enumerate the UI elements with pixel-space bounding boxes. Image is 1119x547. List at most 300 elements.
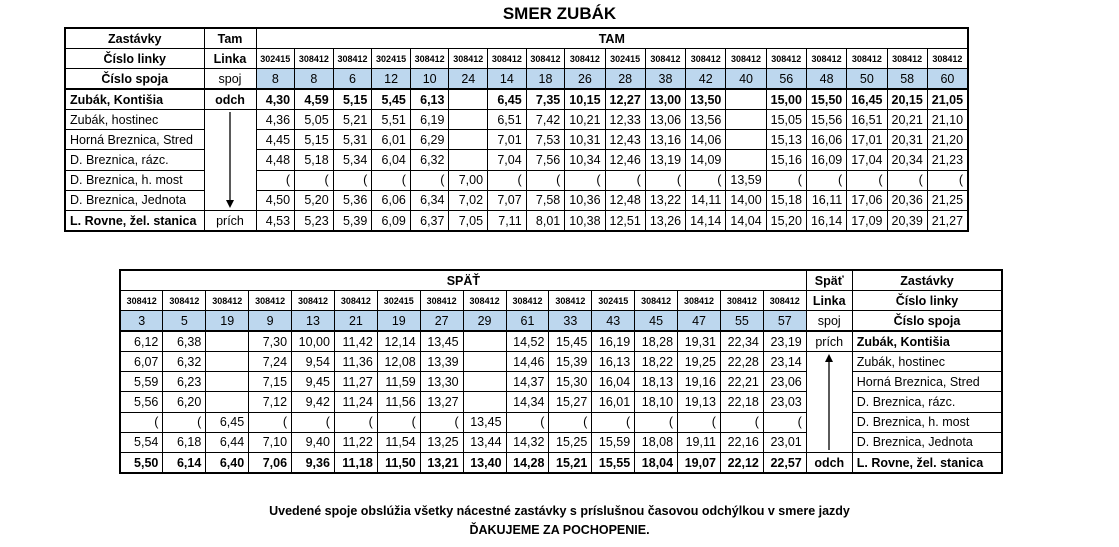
col-label-stops: Zastávky bbox=[852, 270, 1002, 291]
time-cell: 21,10 bbox=[927, 110, 968, 130]
arrow-up-icon bbox=[819, 352, 839, 452]
time-cell bbox=[463, 352, 506, 372]
trip-number-cell: 29 bbox=[463, 311, 506, 332]
time-cell: ( bbox=[333, 170, 372, 190]
time-cell: 10,21 bbox=[565, 110, 605, 130]
time-cell: 7,56 bbox=[526, 150, 565, 170]
time-cell: 4,48 bbox=[256, 150, 295, 170]
time-cell: 5,50 bbox=[120, 453, 163, 474]
line-number-cell: 308412 bbox=[206, 291, 249, 311]
trip-number-cell: 40 bbox=[726, 69, 766, 90]
table-row bbox=[65, 211, 968, 232]
line-number-cell: 308412 bbox=[726, 49, 766, 69]
time-cell bbox=[206, 331, 249, 352]
time-cell: 9,54 bbox=[292, 352, 335, 372]
line-number-cell: 308412 bbox=[334, 291, 377, 311]
time-cell: 15,55 bbox=[592, 453, 635, 474]
time-cell: 15,39 bbox=[549, 352, 592, 372]
time-cell: 4,36 bbox=[256, 110, 295, 130]
time-cell: 14,14 bbox=[686, 211, 726, 232]
time-cell: 6,20 bbox=[163, 392, 206, 412]
time-cell: 19,16 bbox=[678, 372, 721, 392]
time-cell: 13,40 bbox=[463, 453, 506, 474]
time-cell: 15,56 bbox=[806, 110, 846, 130]
direction-mark: odch bbox=[204, 89, 256, 110]
time-cell: 11,56 bbox=[377, 392, 420, 412]
time-cell: 6,37 bbox=[410, 211, 449, 232]
time-cell: 6,14 bbox=[163, 453, 206, 474]
time-cell: 15,05 bbox=[766, 110, 806, 130]
time-cell bbox=[726, 110, 766, 130]
col-label-direction: Späť bbox=[806, 270, 852, 291]
time-cell: 6,07 bbox=[120, 352, 163, 372]
time-cell: 20,36 bbox=[887, 190, 927, 210]
time-cell: ( bbox=[410, 170, 449, 190]
time-cell bbox=[726, 89, 766, 110]
stop-name: D. Breznica, Jednota bbox=[852, 432, 1002, 452]
time-cell bbox=[463, 392, 506, 412]
time-cell: 18,08 bbox=[635, 432, 678, 452]
time-cell bbox=[726, 150, 766, 170]
time-cell: 7,15 bbox=[249, 372, 292, 392]
line-number-cell: 308412 bbox=[333, 49, 372, 69]
time-cell: ( bbox=[256, 170, 295, 190]
direction-header: SPÄŤ bbox=[120, 270, 806, 291]
time-cell: ( bbox=[645, 170, 685, 190]
time-cell: 13,44 bbox=[463, 432, 506, 452]
line-number-cell: 308412 bbox=[506, 291, 549, 311]
time-cell: 19,11 bbox=[678, 432, 721, 452]
time-cell: 15,18 bbox=[766, 190, 806, 210]
time-cell: 17,06 bbox=[847, 190, 887, 210]
trip-number-cell: 6 bbox=[333, 69, 372, 90]
time-cell: 7,12 bbox=[249, 392, 292, 412]
time-cell: 6,18 bbox=[163, 432, 206, 452]
stop-name: D. Breznica, rázc. bbox=[852, 392, 1002, 412]
spat-trip-row bbox=[120, 311, 1002, 332]
time-cell: 12,27 bbox=[605, 89, 645, 110]
time-cell: 18,04 bbox=[635, 453, 678, 474]
time-cell: 22,28 bbox=[720, 352, 763, 372]
time-cell: 7,05 bbox=[449, 211, 488, 232]
line-number-cell: 308412 bbox=[295, 49, 334, 69]
table-row bbox=[65, 110, 968, 130]
time-cell: 12,33 bbox=[605, 110, 645, 130]
time-cell: 18,13 bbox=[635, 372, 678, 392]
spat-line-row bbox=[120, 291, 1002, 311]
page-title: SMER ZUBÁK bbox=[502, 4, 617, 23]
trip-number-cell: 43 bbox=[592, 311, 635, 332]
time-cell: 13,45 bbox=[420, 331, 463, 352]
line-number-cell: 308412 bbox=[120, 291, 163, 311]
line-number-cell: 308412 bbox=[763, 291, 806, 311]
trip-number-cell: 3 bbox=[120, 311, 163, 332]
time-cell: 16,19 bbox=[592, 331, 635, 352]
time-cell: 14,00 bbox=[726, 190, 766, 210]
time-cell: 6,04 bbox=[372, 150, 411, 170]
time-cell: 23,01 bbox=[763, 432, 806, 452]
time-cell: 23,14 bbox=[763, 352, 806, 372]
time-cell: 13,30 bbox=[420, 372, 463, 392]
time-cell: 6,29 bbox=[410, 130, 449, 150]
time-cell: 7,06 bbox=[249, 453, 292, 474]
time-cell: 11,22 bbox=[334, 432, 377, 452]
direction-header: TAM bbox=[256, 28, 968, 49]
trip-number-cell: 48 bbox=[806, 69, 846, 90]
trip-number-cell: 5 bbox=[163, 311, 206, 332]
label-line-number: Číslo linky bbox=[65, 49, 204, 69]
stop-name: D. Breznica, rázc. bbox=[65, 150, 204, 170]
line-number-cell: 308412 bbox=[806, 49, 846, 69]
time-cell: 12,08 bbox=[377, 352, 420, 372]
table-row bbox=[120, 412, 1002, 432]
time-cell: 13,19 bbox=[645, 150, 685, 170]
label-spoj: spoj bbox=[806, 311, 852, 332]
table-row bbox=[120, 453, 1002, 474]
time-cell: 22,12 bbox=[720, 453, 763, 474]
direction-mark: prích bbox=[806, 331, 852, 352]
time-cell: 16,06 bbox=[806, 130, 846, 150]
direction-mark: prích bbox=[204, 211, 256, 232]
time-cell: 18,22 bbox=[635, 352, 678, 372]
trip-number-cell: 56 bbox=[766, 69, 806, 90]
trip-number-cell: 13 bbox=[292, 311, 335, 332]
time-cell: ( bbox=[295, 170, 334, 190]
trip-number-cell: 47 bbox=[678, 311, 721, 332]
time-cell: 13,50 bbox=[686, 89, 726, 110]
time-cell: 7,30 bbox=[249, 331, 292, 352]
time-cell: 9,45 bbox=[292, 372, 335, 392]
time-cell: 7,24 bbox=[249, 352, 292, 372]
time-cell: 15,00 bbox=[766, 89, 806, 110]
time-cell: 16,13 bbox=[592, 352, 635, 372]
time-cell: 6,38 bbox=[163, 331, 206, 352]
time-cell: 10,00 bbox=[292, 331, 335, 352]
time-cell: 4,30 bbox=[256, 89, 295, 110]
time-cell: 5,23 bbox=[295, 211, 334, 232]
time-cell: 19,13 bbox=[678, 392, 721, 412]
line-number-cell: 308412 bbox=[410, 49, 449, 69]
trip-number-cell: 45 bbox=[635, 311, 678, 332]
trip-number-cell: 10 bbox=[410, 69, 449, 90]
time-cell: 22,34 bbox=[720, 331, 763, 352]
time-cell: ( bbox=[592, 412, 635, 432]
time-cell: 20,15 bbox=[887, 89, 927, 110]
time-cell: 22,21 bbox=[720, 372, 763, 392]
time-cell: 13,56 bbox=[686, 110, 726, 130]
time-cell: 7,42 bbox=[526, 110, 565, 130]
line-number-cell: 302415 bbox=[372, 49, 411, 69]
time-cell: 5,59 bbox=[120, 372, 163, 392]
time-cell: 7,11 bbox=[488, 211, 527, 232]
time-cell: ( bbox=[420, 412, 463, 432]
time-cell: 13,45 bbox=[463, 412, 506, 432]
time-cell: 17,04 bbox=[847, 150, 887, 170]
time-cell: 6,32 bbox=[163, 352, 206, 372]
time-cell: 22,57 bbox=[763, 453, 806, 474]
time-cell: 7,02 bbox=[449, 190, 488, 210]
time-cell: ( bbox=[120, 412, 163, 432]
time-cell: 23,03 bbox=[763, 392, 806, 412]
time-cell: ( bbox=[488, 170, 527, 190]
time-cell: 19,07 bbox=[678, 453, 721, 474]
time-cell: ( bbox=[292, 412, 335, 432]
time-cell: ( bbox=[372, 170, 411, 190]
time-cell: 11,36 bbox=[334, 352, 377, 372]
time-cell: 13,26 bbox=[645, 211, 685, 232]
time-cell: 14,52 bbox=[506, 331, 549, 352]
time-cell: 7,10 bbox=[249, 432, 292, 452]
time-cell: 5,36 bbox=[333, 190, 372, 210]
time-cell bbox=[726, 130, 766, 150]
time-cell: 12,43 bbox=[605, 130, 645, 150]
trip-number-cell: 42 bbox=[686, 69, 726, 90]
line-number-cell: 308412 bbox=[565, 49, 605, 69]
label-linka: Linka bbox=[204, 49, 256, 69]
time-cell: 6,12 bbox=[120, 331, 163, 352]
time-cell: 13,39 bbox=[420, 352, 463, 372]
time-cell: 9,42 bbox=[292, 392, 335, 412]
time-cell: 14,32 bbox=[506, 432, 549, 452]
time-cell: 6,44 bbox=[206, 432, 249, 452]
trip-number-cell: 38 bbox=[645, 69, 685, 90]
time-cell: 6,23 bbox=[163, 372, 206, 392]
trip-number-cell: 19 bbox=[206, 311, 249, 332]
time-cell: 14,37 bbox=[506, 372, 549, 392]
time-cell: 7,58 bbox=[526, 190, 565, 210]
time-cell: 13,00 bbox=[645, 89, 685, 110]
time-cell: ( bbox=[847, 170, 887, 190]
time-cell: 10,34 bbox=[565, 150, 605, 170]
time-cell: 20,34 bbox=[887, 150, 927, 170]
trip-number-cell: 8 bbox=[295, 69, 334, 90]
time-cell: 16,14 bbox=[806, 211, 846, 232]
table-row bbox=[120, 432, 1002, 452]
time-cell: 9,40 bbox=[292, 432, 335, 452]
note-line-1: Uvedené spoje obslúžia všetky nácestné zastávky s príslušnou časovou odchýlkou v smere jazdy bbox=[269, 504, 850, 518]
time-cell: 14,34 bbox=[506, 392, 549, 412]
tam-line-row bbox=[65, 49, 968, 69]
trip-number-cell: 33 bbox=[549, 311, 592, 332]
time-cell: 11,24 bbox=[334, 392, 377, 412]
time-cell: ( bbox=[526, 170, 565, 190]
time-cell: 12,14 bbox=[377, 331, 420, 352]
time-cell: 10,36 bbox=[565, 190, 605, 210]
time-cell: ( bbox=[635, 412, 678, 432]
trip-number-cell: 18 bbox=[526, 69, 565, 90]
line-number-cell: 308412 bbox=[449, 49, 488, 69]
table-row bbox=[120, 331, 1002, 352]
time-cell: ( bbox=[334, 412, 377, 432]
time-cell bbox=[449, 110, 488, 130]
arrow-down-icon bbox=[220, 110, 240, 210]
line-number-cell: 308412 bbox=[420, 291, 463, 311]
stop-name: L. Rovne, žel. stanica bbox=[852, 453, 1002, 474]
table-row bbox=[65, 190, 968, 210]
table-row bbox=[65, 89, 968, 110]
time-cell: ( bbox=[766, 170, 806, 190]
note-line-2: ĎAKUJEME ZA POCHOPENIE. bbox=[469, 523, 650, 537]
timetable-spat bbox=[119, 269, 1003, 474]
time-cell: 13,06 bbox=[645, 110, 685, 130]
time-cell: ( bbox=[249, 412, 292, 432]
trip-number-cell: 26 bbox=[565, 69, 605, 90]
trip-number-cell: 61 bbox=[506, 311, 549, 332]
time-cell: 5,31 bbox=[333, 130, 372, 150]
stop-name: Zubák, hostinec bbox=[852, 352, 1002, 372]
time-cell: ( bbox=[163, 412, 206, 432]
time-cell: ( bbox=[377, 412, 420, 432]
label-linka: Linka bbox=[806, 291, 852, 311]
time-cell: ( bbox=[887, 170, 927, 190]
time-cell: 5,34 bbox=[333, 150, 372, 170]
time-cell: 13,16 bbox=[645, 130, 685, 150]
col-label-direction: Tam bbox=[204, 28, 256, 49]
tam-trip-row bbox=[65, 69, 968, 90]
table-row bbox=[65, 170, 968, 190]
time-cell: 13,21 bbox=[420, 453, 463, 474]
time-cell: 15,30 bbox=[549, 372, 592, 392]
line-number-cell: 308412 bbox=[645, 49, 685, 69]
time-cell: 11,54 bbox=[377, 432, 420, 452]
line-number-cell: 308412 bbox=[635, 291, 678, 311]
time-cell: ( bbox=[678, 412, 721, 432]
spat-header-row bbox=[120, 270, 1002, 291]
time-cell: 16,51 bbox=[847, 110, 887, 130]
trip-number-cell: 9 bbox=[249, 311, 292, 332]
time-cell: 4,50 bbox=[256, 190, 295, 210]
time-cell: 7,35 bbox=[526, 89, 565, 110]
time-cell: 6,45 bbox=[488, 89, 527, 110]
stop-name: D. Breznica, h. most bbox=[852, 412, 1002, 432]
time-cell: 15,25 bbox=[549, 432, 592, 452]
time-cell: 22,16 bbox=[720, 432, 763, 452]
time-cell: 11,50 bbox=[377, 453, 420, 474]
direction-arrow-cell bbox=[806, 352, 852, 453]
time-cell: 18,28 bbox=[635, 331, 678, 352]
time-cell: 14,46 bbox=[506, 352, 549, 372]
line-number-cell: 308412 bbox=[549, 291, 592, 311]
time-cell: 4,45 bbox=[256, 130, 295, 150]
line-number-cell: 308412 bbox=[887, 49, 927, 69]
time-cell: 23,19 bbox=[763, 331, 806, 352]
table-row bbox=[65, 150, 968, 170]
time-cell: 6,19 bbox=[410, 110, 449, 130]
time-cell: 13,59 bbox=[726, 170, 766, 190]
time-cell: 15,16 bbox=[766, 150, 806, 170]
line-number-cell: 302415 bbox=[605, 49, 645, 69]
time-cell: 4,53 bbox=[256, 211, 295, 232]
time-cell: 21,25 bbox=[927, 190, 968, 210]
tam-header-row bbox=[65, 28, 968, 49]
stop-name: Horná Breznica, Stred bbox=[65, 130, 204, 150]
time-cell: 16,01 bbox=[592, 392, 635, 412]
time-cell: 14,11 bbox=[686, 190, 726, 210]
time-cell: 6,32 bbox=[410, 150, 449, 170]
time-cell: 17,01 bbox=[847, 130, 887, 150]
time-cell: 12,48 bbox=[605, 190, 645, 210]
time-cell: 13,27 bbox=[420, 392, 463, 412]
trip-number-cell: 27 bbox=[420, 311, 463, 332]
line-number-cell: 308412 bbox=[686, 49, 726, 69]
time-cell: ( bbox=[686, 170, 726, 190]
time-cell: 5,05 bbox=[295, 110, 334, 130]
time-cell bbox=[449, 130, 488, 150]
time-cell: 13,22 bbox=[645, 190, 685, 210]
trip-number-cell: 24 bbox=[449, 69, 488, 90]
stop-name: L. Rovne, žel. stanica bbox=[65, 211, 204, 232]
trip-number-cell: 55 bbox=[720, 311, 763, 332]
stop-name: D. Breznica, h. most bbox=[65, 170, 204, 190]
time-cell: 21,23 bbox=[927, 150, 968, 170]
time-cell: 6,06 bbox=[372, 190, 411, 210]
time-cell: 15,20 bbox=[766, 211, 806, 232]
time-cell: 15,27 bbox=[549, 392, 592, 412]
line-number-cell: 308412 bbox=[463, 291, 506, 311]
trip-number-cell: 60 bbox=[927, 69, 968, 90]
time-cell: ( bbox=[565, 170, 605, 190]
time-cell: 16,45 bbox=[847, 89, 887, 110]
table-row bbox=[120, 372, 1002, 392]
line-number-cell: 308412 bbox=[488, 49, 527, 69]
line-number-cell: 308412 bbox=[927, 49, 968, 69]
time-cell: 15,13 bbox=[766, 130, 806, 150]
stop-name: Horná Breznica, Stred bbox=[852, 372, 1002, 392]
timetable-tam bbox=[64, 27, 969, 232]
time-cell: 14,06 bbox=[686, 130, 726, 150]
label-line-number: Číslo linky bbox=[852, 291, 1002, 311]
time-cell: 4,59 bbox=[295, 89, 334, 110]
time-cell: 18,10 bbox=[635, 392, 678, 412]
time-cell: 12,46 bbox=[605, 150, 645, 170]
time-cell bbox=[206, 352, 249, 372]
trip-number-cell: 57 bbox=[763, 311, 806, 332]
time-cell: 10,31 bbox=[565, 130, 605, 150]
time-cell: 11,42 bbox=[334, 331, 377, 352]
trip-number-cell: 19 bbox=[377, 311, 420, 332]
line-number-cell: 308412 bbox=[847, 49, 887, 69]
trip-number-cell: 21 bbox=[334, 311, 377, 332]
time-cell: 15,45 bbox=[549, 331, 592, 352]
time-cell: 20,31 bbox=[887, 130, 927, 150]
time-cell: 11,59 bbox=[377, 372, 420, 392]
time-cell: 15,21 bbox=[549, 453, 592, 474]
time-cell: 5,18 bbox=[295, 150, 334, 170]
time-cell bbox=[449, 89, 488, 110]
time-cell: 21,05 bbox=[927, 89, 968, 110]
time-cell: 5,54 bbox=[120, 432, 163, 452]
time-cell: 5,20 bbox=[295, 190, 334, 210]
time-cell: 20,39 bbox=[887, 211, 927, 232]
time-cell: 5,39 bbox=[333, 211, 372, 232]
time-cell: 6,40 bbox=[206, 453, 249, 474]
time-cell: 23,06 bbox=[763, 372, 806, 392]
time-cell: 6,09 bbox=[372, 211, 411, 232]
time-cell: 10,38 bbox=[565, 211, 605, 232]
time-cell bbox=[206, 372, 249, 392]
table-row bbox=[120, 352, 1002, 372]
time-cell: 5,45 bbox=[372, 89, 411, 110]
time-cell: 19,31 bbox=[678, 331, 721, 352]
time-cell: ( bbox=[720, 412, 763, 432]
time-cell: ( bbox=[927, 170, 968, 190]
time-cell: 14,04 bbox=[726, 211, 766, 232]
time-cell bbox=[206, 392, 249, 412]
stop-name: D. Breznica, Jednota bbox=[65, 190, 204, 210]
time-cell: 21,20 bbox=[927, 130, 968, 150]
label-trip-number: Číslo spoja bbox=[852, 311, 1002, 332]
line-number-cell: 308412 bbox=[678, 291, 721, 311]
